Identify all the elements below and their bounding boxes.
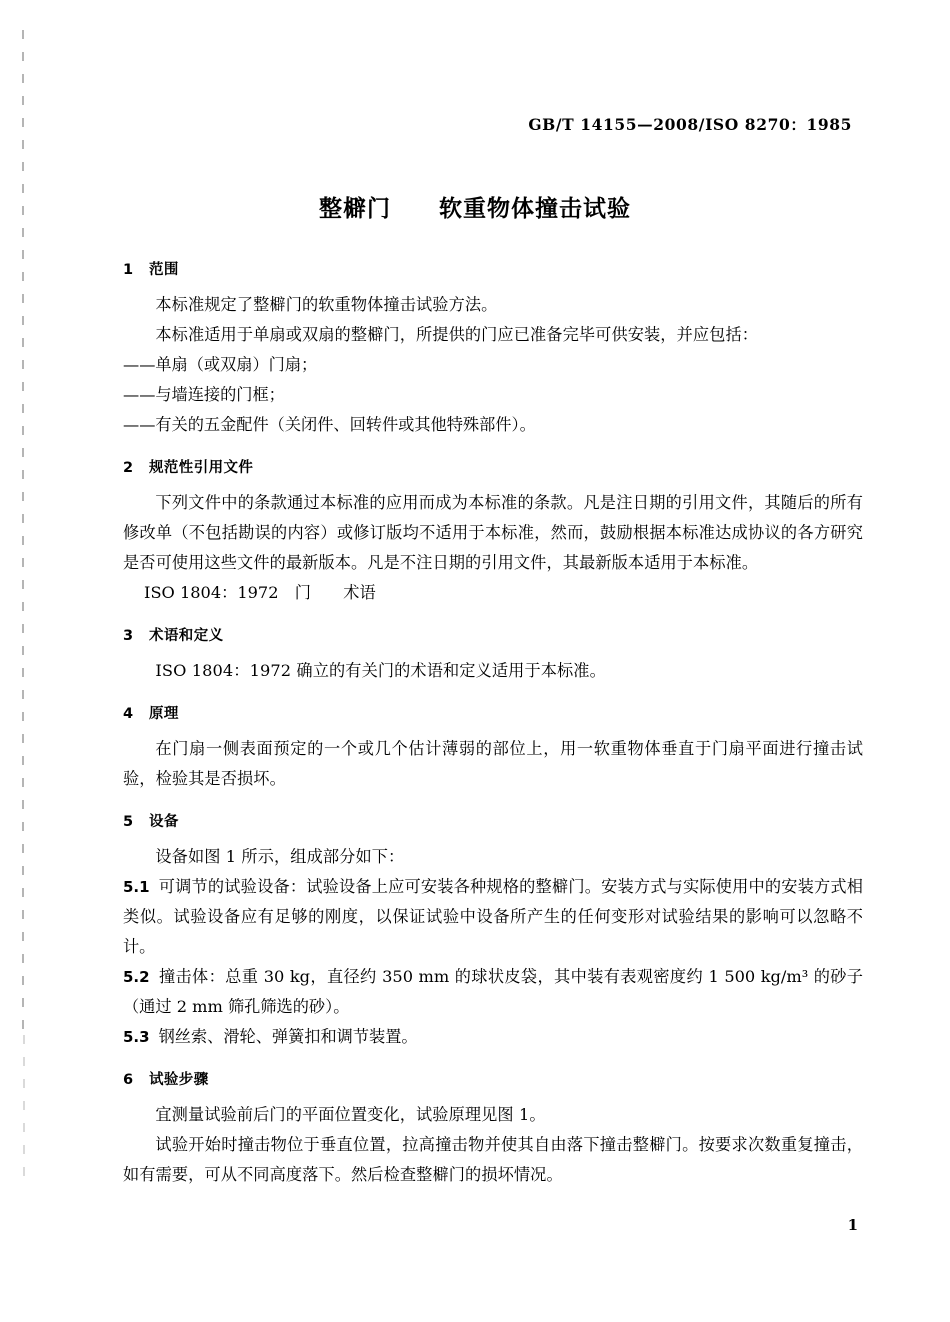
section-3-paragraph-1: ISO 1804：1972 确立的有关门的术语和定义适用于本标准。	[155, 661, 606, 680]
scan-artifact-left-edge	[22, 30, 24, 1030]
spacer	[123, 686, 863, 702]
section-heading-2	[123, 456, 863, 477]
spacer	[123, 440, 863, 456]
section-1-paragraph-2: 本标准适用于单扇或双扇的整檘门，所提供的门应已准备完毕可供安装，并应包括：	[155, 325, 759, 344]
section-title-1: 范围	[149, 262, 179, 278]
section-number-2: 2	[123, 460, 134, 476]
document-body	[123, 258, 863, 1190]
section-title-3: 术语和定义	[149, 628, 224, 644]
subclause-text-5-2: 撞击体：总重 30 kg，直径约 350 mm 的球状皮袋，其中装有表观密度约 1 500 kg/m³ 的砂子（通过 2 mm 筛孔筛选的砂）。	[123, 967, 863, 1016]
subclause-5-3	[123, 1022, 863, 1052]
section-title-6: 试验步骤	[149, 1072, 209, 1088]
section-title-5: 设备	[149, 814, 179, 830]
standard-code-header: GB/T 14155—2008/ISO 8270：1985	[528, 115, 852, 134]
scan-artifact-left-edge-lower	[23, 1035, 25, 1185]
section-heading-6	[123, 1068, 863, 1089]
section-number-5: 5	[123, 814, 134, 830]
section-2-paragraph-1: 下列文件中的条款通过本标准的应用而成为本标准的条款。凡是注日期的引用文件，其随后的所有修改单（不包括勘误的内容）或修订版均不适用于本标准，然而，鼓励根据本标准达成协议的各方研究是否可使用这些文件的最新版本。凡是不注日期的引用文件，其最新版本适用于本标准。	[123, 493, 863, 572]
section-heading-3	[123, 624, 863, 645]
page-number: 1	[847, 1216, 858, 1234]
section-number-3: 3	[123, 628, 134, 644]
list-item: ——有关的五金配件（关闭件、回转件或其他特殊部件）。	[123, 415, 536, 434]
subclause-5-1	[123, 872, 863, 962]
section-number-6: 6	[123, 1072, 134, 1088]
section-title-2: 规范性引用文件	[149, 460, 254, 476]
section-6-paragraph-1: 宜测量试验前后门的平面位置变化，试验原理见图 1。	[155, 1105, 546, 1124]
section-number-4: 4	[123, 706, 134, 722]
subclause-text-5-1: 可调节的试验设备：试验设备上应可安装各种规格的整檘门。安装方式与实际使用中的安装方式相类似。试验设备应有足够的刚度，以保证试验中设备所产生的任何变形对试验结果的影响可以忽略不计。	[123, 877, 863, 956]
section-heading-4	[123, 702, 863, 723]
normative-reference-entry: ISO 1804：1972 门 术语	[144, 583, 376, 602]
section-heading-1	[123, 258, 863, 279]
section-title-4: 原理	[149, 706, 179, 722]
subclause-number-5-3: 5.3	[123, 1028, 150, 1046]
list-item: ——与墙连接的门框；	[123, 385, 285, 404]
list-item: ——单扇（或双扇）门扇；	[123, 355, 318, 374]
subclause-number-5-2: 5.2	[123, 968, 150, 986]
section-heading-5	[123, 810, 863, 831]
section-4-paragraph-1: 在门扇一侧表面预定的一个或几个估计薄弱的部位上，用一软重物体垂直于门扇平面进行撞击试验，检验其是否损坏。	[123, 739, 863, 788]
spacer	[123, 1052, 863, 1068]
page-title: 整檘门 软重物体撞击试验	[319, 196, 631, 222]
spacer	[123, 794, 863, 810]
spacer	[123, 608, 863, 624]
subclause-number-5-1: 5.1	[123, 878, 150, 896]
section-number-1: 1	[123, 262, 134, 278]
subclause-text-5-3: 钢丝索、滑轮、弹簧扣和调节装置。	[158, 1027, 418, 1046]
section-6-paragraph-2: 试验开始时撞击物位于垂直位置，拉高撞击物并使其自由落下撞击整檘门。按要求次数重复撞击，如有需要，可从不同高度落下。然后检查整檘门的损坏情况。	[123, 1135, 863, 1184]
section-5-paragraph-1: 设备如图 1 所示，组成部分如下：	[155, 847, 405, 866]
subclause-5-2	[123, 962, 863, 1022]
section-1-paragraph-1: 本标准规定了整檘门的软重物体撞击试验方法。	[155, 295, 498, 314]
